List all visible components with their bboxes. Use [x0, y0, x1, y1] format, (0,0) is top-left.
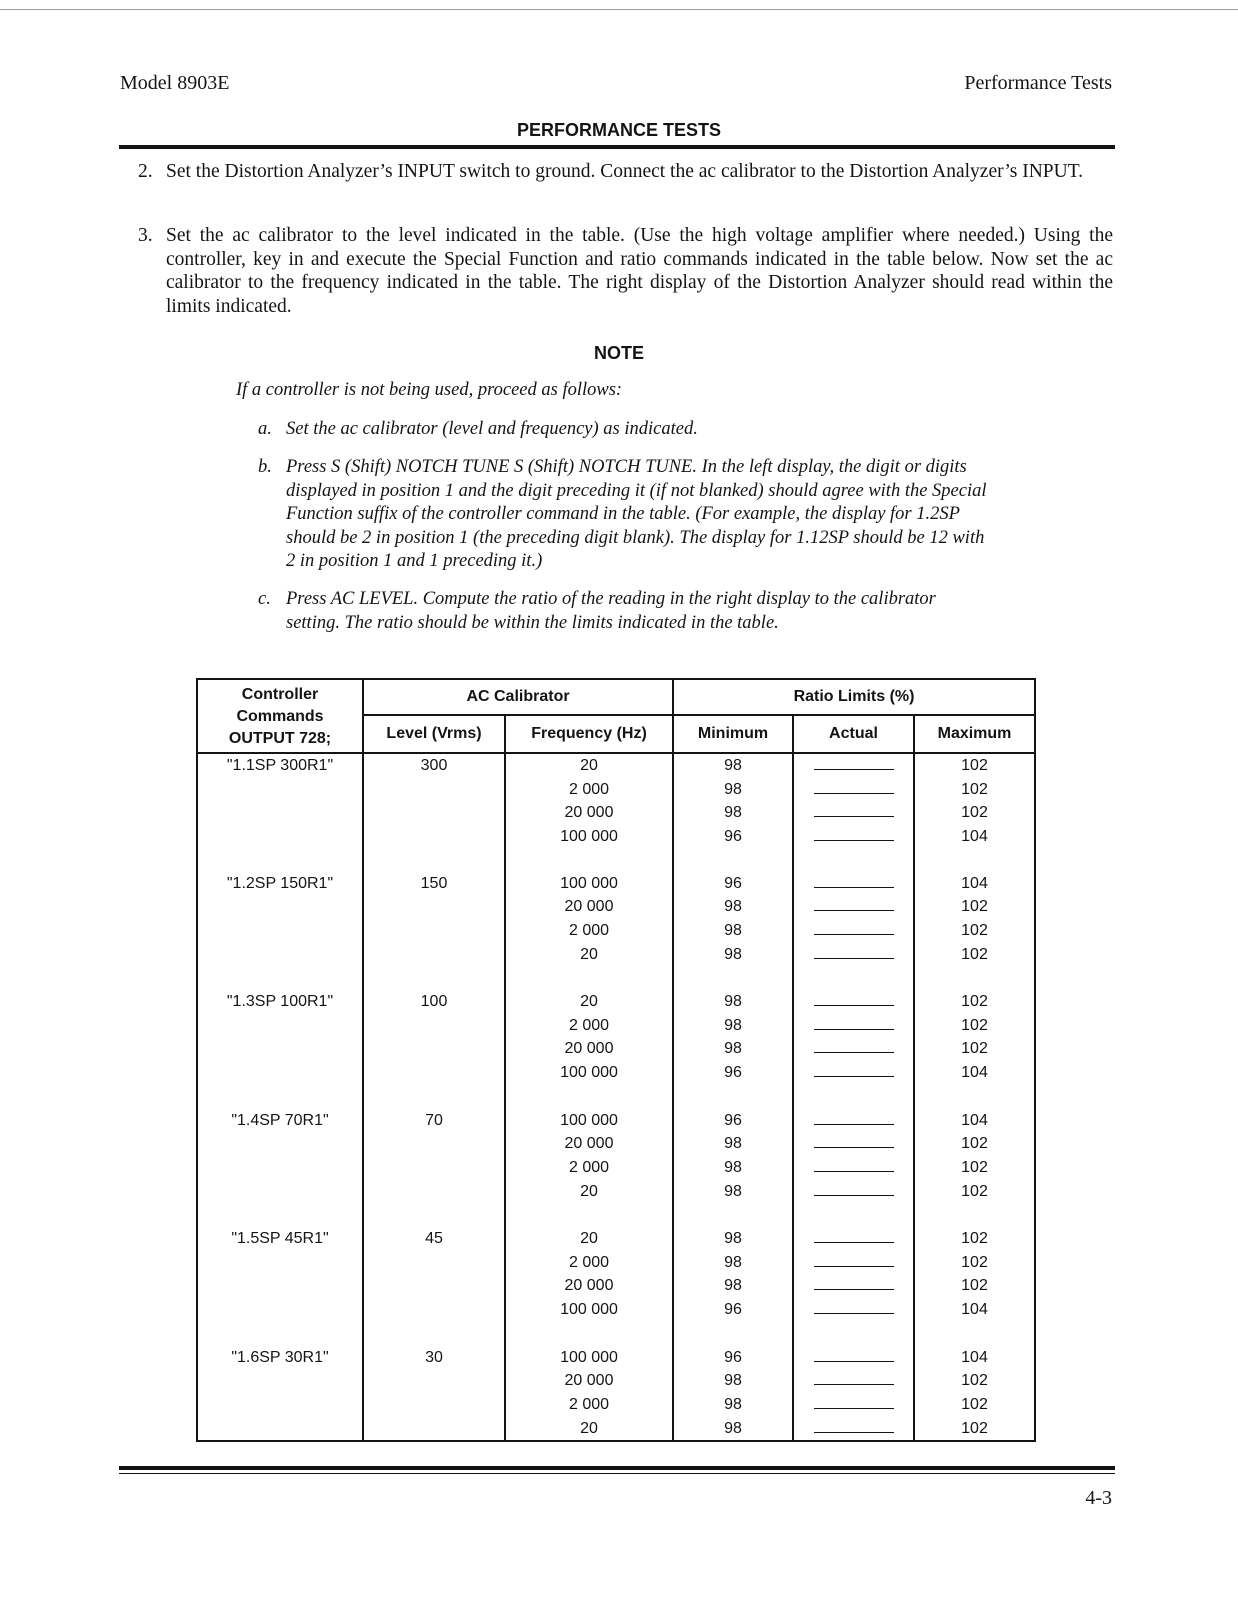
level-cell: 100	[363, 990, 505, 1109]
frequency-cell	[505, 753, 673, 872]
maximum-value: 102	[961, 1419, 988, 1437]
minimum-value: 98	[724, 780, 742, 798]
header-line: Commands	[236, 708, 324, 725]
maximum-value: 102	[961, 945, 988, 963]
minimum-value: 98	[724, 1158, 742, 1176]
ratio-limits-header: Ratio Limits (%)	[673, 679, 1035, 715]
frequency-value: 100 000	[560, 1064, 618, 1082]
actual-blank	[794, 1417, 913, 1441]
header-line: Controller	[241, 686, 319, 703]
maximum-cell	[914, 1227, 1035, 1346]
minimum-value: 98	[724, 1016, 742, 1034]
minimum-value: 98	[724, 993, 742, 1010]
actual-blank	[794, 1156, 913, 1180]
note-item-label: c.	[258, 589, 271, 609]
actual-blank	[794, 1251, 913, 1275]
maximum-value: 104	[961, 1348, 988, 1366]
frequency-value: 20 000	[564, 1040, 614, 1058]
minimum-cell	[673, 1109, 793, 1228]
actual-cell	[793, 990, 914, 1109]
frequency-value: 2 000	[568, 1016, 610, 1034]
minimum-value: 98	[724, 921, 742, 939]
note-intro: If a controller is not being used, proceed as follows:	[236, 380, 623, 400]
header-model: Model 8903E	[120, 72, 230, 94]
note-item-b	[258, 456, 994, 574]
level-cell: 70	[363, 1109, 505, 1228]
actual-blank	[794, 1298, 913, 1322]
frequency-value: 100 000	[560, 874, 618, 892]
maximum-value: 102	[961, 1016, 988, 1034]
frequency-value: 100 000	[560, 1301, 618, 1319]
header-line: OUTPUT 728;	[228, 730, 332, 747]
minimum-value: 98	[724, 1277, 742, 1295]
minimum-value: 96	[724, 874, 742, 892]
frequency-value: 20 000	[564, 1372, 614, 1390]
page-number: 4-3	[1085, 1487, 1112, 1509]
maximum-value: 102	[961, 1182, 988, 1200]
note-item-text: Press S (Shift) NOTCH TUNE S (Shift) NOTCH TUNE. In the left display, the digit or digits displayed in position 1 and the digit preceding it (if not blanked) should agree with the Special Function suffix of the controller command in the table. (For example, the display for 1.2SP should be 2 in position 1 (the preceding digit blank). The display for 1.12SP should be 12 with 2 in position 1 and 1 preceding it.)	[286, 457, 987, 571]
maximum-value: 102	[961, 1277, 988, 1295]
maximum-value: 104	[961, 874, 988, 892]
actual-blank	[794, 1346, 913, 1370]
command-cell: "1.3SP 100R1"	[197, 990, 363, 1109]
frequency-value: 20	[580, 1182, 598, 1200]
actual-blank	[794, 754, 913, 778]
maximum-value: 102	[961, 921, 988, 939]
actual-blank	[794, 778, 913, 802]
actual-blank	[794, 872, 913, 896]
frequency-cell	[505, 1109, 673, 1228]
actual-blank	[794, 943, 913, 967]
actual-blank	[794, 895, 913, 919]
frequency-cell	[505, 1227, 673, 1346]
actual-blank	[794, 1227, 913, 1251]
command-cell: "1.2SP 150R1"	[197, 872, 363, 991]
maximum-cell	[914, 872, 1035, 991]
table-row	[197, 753, 1035, 872]
frequency-value: 2 000	[568, 1158, 610, 1176]
header-section: Performance Tests	[964, 72, 1112, 94]
table-row	[197, 872, 1035, 991]
maximum-value: 102	[961, 1158, 988, 1176]
actual-blank	[794, 919, 913, 943]
minimum-value: 98	[724, 1182, 742, 1200]
section-title: PERFORMANCE TESTS	[516, 120, 721, 140]
actual-cell	[793, 872, 914, 991]
note-item-c	[258, 588, 994, 635]
step-3	[138, 224, 1113, 318]
minimum-cell	[673, 753, 793, 872]
maximum-value: 102	[961, 1230, 988, 1247]
maximum-value: 102	[961, 1372, 988, 1390]
maximum-value: 102	[961, 757, 988, 774]
frequency-value: 20 000	[564, 1135, 614, 1153]
scan-edge-line	[0, 9, 1238, 10]
maximum-value: 102	[961, 898, 988, 916]
step-2	[138, 160, 1113, 184]
maximum-value: 104	[961, 1301, 988, 1319]
frequency-value: 100 000	[560, 828, 618, 846]
minimum-value: 96	[724, 828, 742, 846]
actual-blank	[794, 1109, 913, 1133]
footer-rule	[119, 1466, 1115, 1470]
command-cell: "1.4SP 70R1"	[197, 1109, 363, 1228]
note-item-text: Press AC LEVEL. Compute the ratio of the reading in the right display to the calibrator setting. The ratio should be within the limits indicated in the table.	[286, 589, 936, 633]
table-row	[197, 1227, 1035, 1346]
table-row	[197, 1346, 1035, 1442]
maximum-value: 102	[961, 1040, 988, 1058]
table-row	[197, 990, 1035, 1109]
frequency-value: 20	[580, 1230, 598, 1247]
maximum-value: 104	[961, 1064, 988, 1082]
actual-blank	[794, 1132, 913, 1156]
frequency-value: 20	[580, 945, 598, 963]
minimum-value: 98	[724, 804, 742, 822]
minimum-value: 96	[724, 1064, 742, 1082]
actual-blank	[794, 1180, 913, 1204]
level-cell: 45	[363, 1227, 505, 1346]
minimum-value: 98	[724, 1372, 742, 1390]
actual-blank	[794, 1037, 913, 1061]
maximum-value: 102	[961, 780, 988, 798]
minimum-value: 98	[724, 757, 742, 774]
frequency-value: 20 000	[564, 804, 614, 822]
maximum-header: Maximum	[914, 715, 1035, 753]
maximum-value: 104	[961, 1111, 988, 1129]
minimum-value: 98	[724, 1395, 742, 1413]
minimum-value: 98	[724, 945, 742, 963]
minimum-value: 98	[724, 1040, 742, 1058]
minimum-cell	[673, 1227, 793, 1346]
maximum-value: 102	[961, 1135, 988, 1153]
minimum-cell	[673, 1346, 793, 1442]
minimum-value: 98	[724, 1135, 742, 1153]
actual-cell	[793, 753, 914, 872]
minimum-value: 98	[724, 1230, 742, 1247]
header-rule	[119, 145, 1115, 149]
minimum-value: 96	[724, 1111, 742, 1129]
minimum-value: 96	[724, 1348, 742, 1366]
command-cell: "1.1SP 300R1"	[197, 753, 363, 872]
frequency-value: 20	[580, 757, 598, 774]
maximum-value: 102	[961, 804, 988, 822]
actual-blank	[794, 1014, 913, 1038]
level-cell: 300	[363, 753, 505, 872]
step-text: Set the Distortion Analyzer’s INPUT switch to ground. Connect the ac calibrator to the Distortion Analyzer’s INPUT.	[166, 161, 1084, 182]
actual-blank	[794, 1393, 913, 1417]
frequency-cell	[505, 1346, 673, 1442]
step-number: 3.	[138, 225, 153, 246]
frequency-value: 2 000	[568, 1253, 610, 1271]
actual-blank	[794, 801, 913, 825]
step-text: Set the ac calibrator to the level indicated in the table. (Use the high voltage amplifier where needed.) Using the controller, key in and execute the Special Function and ratio commands indicated in the table below. Now set the ac calibrator to the frequency indicated in the table. The right display of the Distortion Analyzer should read within the limits indicated.	[166, 225, 1113, 317]
maximum-cell	[914, 990, 1035, 1109]
note-item-text: Set the ac calibrator (level and frequency) as indicated.	[286, 419, 698, 439]
frequency-value: 2 000	[568, 1395, 610, 1413]
maximum-cell	[914, 753, 1035, 872]
command-cell: "1.6SP 30R1"	[197, 1346, 363, 1442]
maximum-cell	[914, 1346, 1035, 1442]
footer-rule-thin	[119, 1473, 1115, 1474]
frequency-value: 100 000	[560, 1348, 618, 1366]
frequency-header: Frequency (Hz)	[505, 715, 673, 753]
frequency-value: 20 000	[564, 898, 614, 916]
frequency-value: 20	[580, 1419, 598, 1437]
maximum-value: 104	[961, 828, 988, 846]
frequency-cell	[505, 872, 673, 991]
minimum-value: 96	[724, 1301, 742, 1319]
note-item-label: a.	[258, 419, 272, 439]
actual-cell	[793, 1109, 914, 1228]
step-number: 2.	[138, 161, 153, 182]
frequency-value: 20	[580, 993, 598, 1010]
note-item-label: b.	[258, 457, 272, 477]
level-header: Level (Vrms)	[363, 715, 505, 753]
maximum-value: 102	[961, 1395, 988, 1413]
minimum-cell	[673, 990, 793, 1109]
note-title: NOTE	[593, 343, 644, 363]
frequency-value: 2 000	[568, 921, 610, 939]
actual-blank	[794, 990, 913, 1014]
actual-blank	[794, 1274, 913, 1298]
actual-header: Actual	[793, 715, 914, 753]
maximum-value: 102	[961, 993, 988, 1010]
actual-cell	[793, 1346, 914, 1442]
minimum-value: 98	[724, 1419, 742, 1437]
note-item-a	[258, 418, 994, 442]
maximum-value: 102	[961, 1253, 988, 1271]
level-cell: 150	[363, 872, 505, 991]
maximum-cell	[914, 1109, 1035, 1228]
controller-commands-header	[197, 679, 363, 753]
frequency-value: 2 000	[568, 780, 610, 798]
minimum-value: 98	[724, 1253, 742, 1271]
frequency-value: 20 000	[564, 1277, 614, 1295]
actual-blank	[794, 825, 913, 849]
command-cell: "1.5SP 45R1"	[197, 1227, 363, 1346]
frequency-value: 100 000	[560, 1111, 618, 1129]
actual-blank	[794, 1061, 913, 1085]
actual-cell	[793, 1227, 914, 1346]
minimum-value: 98	[724, 898, 742, 916]
level-cell: 30	[363, 1346, 505, 1442]
table-row	[197, 1109, 1035, 1228]
minimum-cell	[673, 872, 793, 991]
actual-blank	[794, 1369, 913, 1393]
minimum-header: Minimum	[673, 715, 793, 753]
ac-calibrator-header: AC Calibrator	[363, 679, 673, 715]
frequency-cell	[505, 990, 673, 1109]
performance-table	[196, 678, 1036, 1442]
